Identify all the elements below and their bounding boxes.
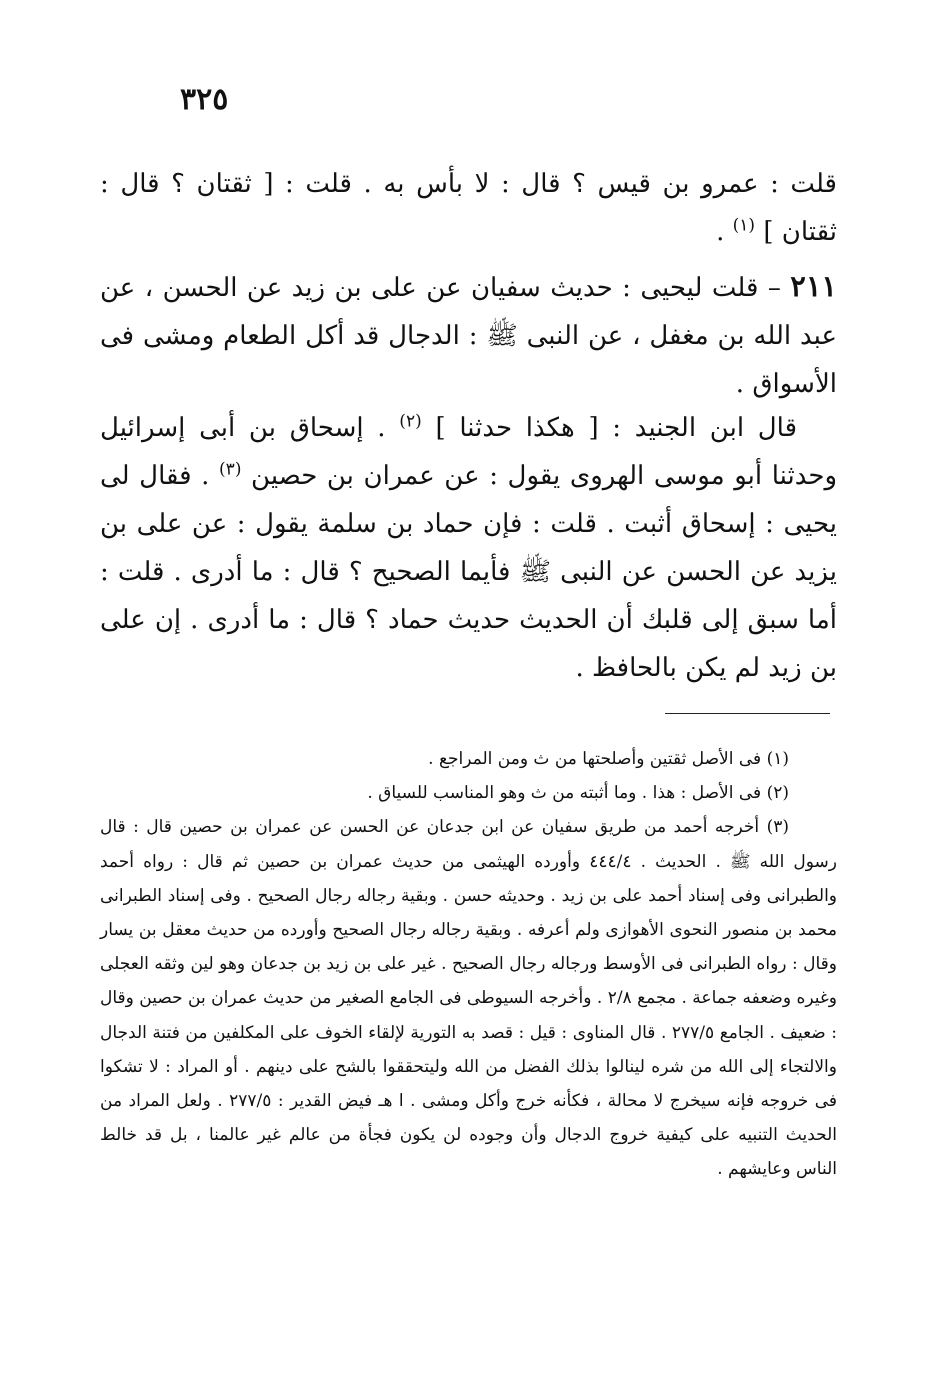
paragraph-2 [100, 262, 837, 408]
footnotes [100, 742, 837, 1187]
footnote-divider [665, 713, 830, 714]
paragraph-1-end: . [716, 217, 725, 247]
footnote-ref-1: (١) [732, 215, 756, 236]
footnote-ref-2: (٢) [399, 411, 422, 432]
paragraph-3 [100, 404, 837, 692]
paragraph-3-part-3: . فقال لى يحيى : إسحاق أثبت . قلت : فإن حماد بن سلمة يقول : عن على بن يزيد عن الحسن عن النبى ﷺ فأيما الصحيح ؟ قال : ما أدرى . قلت : أما سبق إلى قلبك أن الحديث حديث حماد ؟ قال : ما أدرى . إن على بن زيد لم يكن بالحافظ . [100, 461, 837, 683]
footnote-3-text: (٣) أخرجه أحمد من طريق سفيان عن ابن جدعان عن الحسن عن عمران بن حصين قال : قال رسول الله ﷺ . الحديث . ٤٤٤/٤ وأورده الهيثمى من حديث عمران بن حصين ثم قال : رواه أحمد والطبرانى وفى إسناد أحمد على بن زيد . وحديثه حسن . وبقية رجاله رجال الصحيح . وفى إسناد الطبرانى محمد بن منصور النحوى الأهوازى ولم أعرفه . وبقية رجاله رجال الصحيح وأورده من حديث معقل بن يسار وقال : رواه الطبرانى فى الأوسط ورجاله رجال الصحيح . غير على بن زيد بن جدعان وهو لين وثقه العجلى وغيره وضعفه جماعة . مجمع ٢/٨ . وأخرجه السيوطى فى الجامع الصغير من حديث عمران بن حصين وقال : ضعيف . الجامع ٢٧٧/٥ . قال المناوى : قيل : قصد به التورية لإلقاء الخوف على المكلفين من فتنة الدجال والالتجاء إلى الله من شره لينالوا بذلك الفضل من الله وليتحققوا بالشح على دينهم . أو المراد : لا تشكوا فى خروجه فإنه سيخرج لا محالة ، فكأنه خرج وأكل ومشى . ا هـ فيض القدير : ٢٧٧/٥ . ولعل المراد من الحديث التنبيه على كيفية خروج الدجال وأن وجوده لن يكون فجأة من عالم غير عالمنا ، بل قد خالط الناس وعايشهم . [100, 817, 838, 1180]
paragraph-1-text: قلت : عمرو بن قيس ؟ قال : لا بأس به . قلت : [ ثقتان ؟ قال : ثقتان ] [100, 169, 837, 247]
paragraph-3-part-2: . إسحاق بن أبى إسرائيل وحدثنا أبو موسى الهروى يقول : عن عمران بن حصين [100, 413, 837, 491]
footnote-2 [100, 776, 837, 810]
footnote-1 [100, 742, 837, 776]
footnote-ref-3: (٣) [219, 459, 242, 480]
footnote-2-text: (٢) فى الأصل : هذا . وما أثبته من ث وهو المناسب للسياق . [367, 783, 789, 804]
page-number: ٣٢٥ [180, 82, 229, 117]
paragraph-1 [100, 160, 837, 256]
hadith-number: ٢١١ [790, 269, 837, 303]
footnote-3 [100, 810, 837, 1186]
paragraph-3-part-1: قال ابن الجنيد : [ هكذا حدثنا ] [435, 413, 798, 443]
footnote-1-text: (١) فى الأصل ثقتين وأصلحتها من ث ومن المراجع . [428, 749, 789, 769]
paragraph-2-text: – قلت ليحيى : حديث سفيان عن على بن زيد عن الحسن ، عن عبد الله بن مغفل ، عن النبى ﷺ : الدجال قد أكل الطعام ومشى فى الأسواق . [100, 273, 837, 399]
